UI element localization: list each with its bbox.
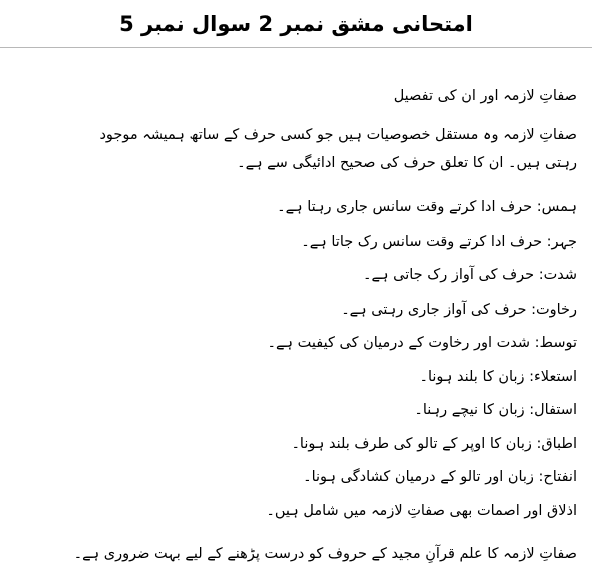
header [0, 0, 592, 48]
item-itbaq: اطباق: زبان کا اوپر کے تالو کی طرف بلند ہونا۔ [291, 436, 577, 452]
title-divider [0, 47, 592, 48]
section-heading: صفاتِ لازمہ اور ان کی تفصیل [393, 88, 577, 104]
item-tawassut: توسط: شدت اور رخاوت کے درمیان کی کیفیت ہے۔ [267, 335, 577, 351]
item-infitah: انفتاح: زبان اور تالو کے درمیان کشادگی ہونا۔ [303, 469, 577, 485]
intro-line-1: صفاتِ لازمہ وہ مستقل خصوصیات ہیں جو کسی حرف کے ساتھ ہمیشہ موجود [99, 127, 577, 143]
conclusion-line: صفاتِ لازمہ کا علم قرآنِ مجید کے حروف کو درست پڑھنے کے لیے بہت ضروری ہے۔ [73, 546, 577, 562]
item-istifal: استفال: زبان کا نیچے رہنا۔ [414, 402, 577, 418]
page-title: امتحانی مشق نمبر 2 سوال نمبر 5 [119, 12, 473, 36]
item-hams: ہمس: حرف ادا کرتے وقت سانس جاری رہتا ہے۔ [277, 199, 577, 215]
intro-line-2: رہتی ہیں۔ ان کا تعلق حرف کی صحیح ادائیگی سے ہے۔ [237, 155, 577, 171]
item-jahr: جہر: حرف ادا کرتے وقت سانس رک جاتا ہے۔ [301, 234, 577, 250]
item-shiddat: شدت: حرف کی آواز رک جاتی ہے۔ [363, 267, 577, 283]
item-izlaq: اذلاق اور اصمات بھی صفاتِ لازمہ میں شامل ہیں۔ [266, 503, 577, 519]
item-istila: استعلاء: زبان کا بلند ہونا۔ [419, 369, 577, 385]
item-rikhawat: رخاوت: حرف کی آواز جاری رہتی ہے۔ [341, 302, 577, 318]
